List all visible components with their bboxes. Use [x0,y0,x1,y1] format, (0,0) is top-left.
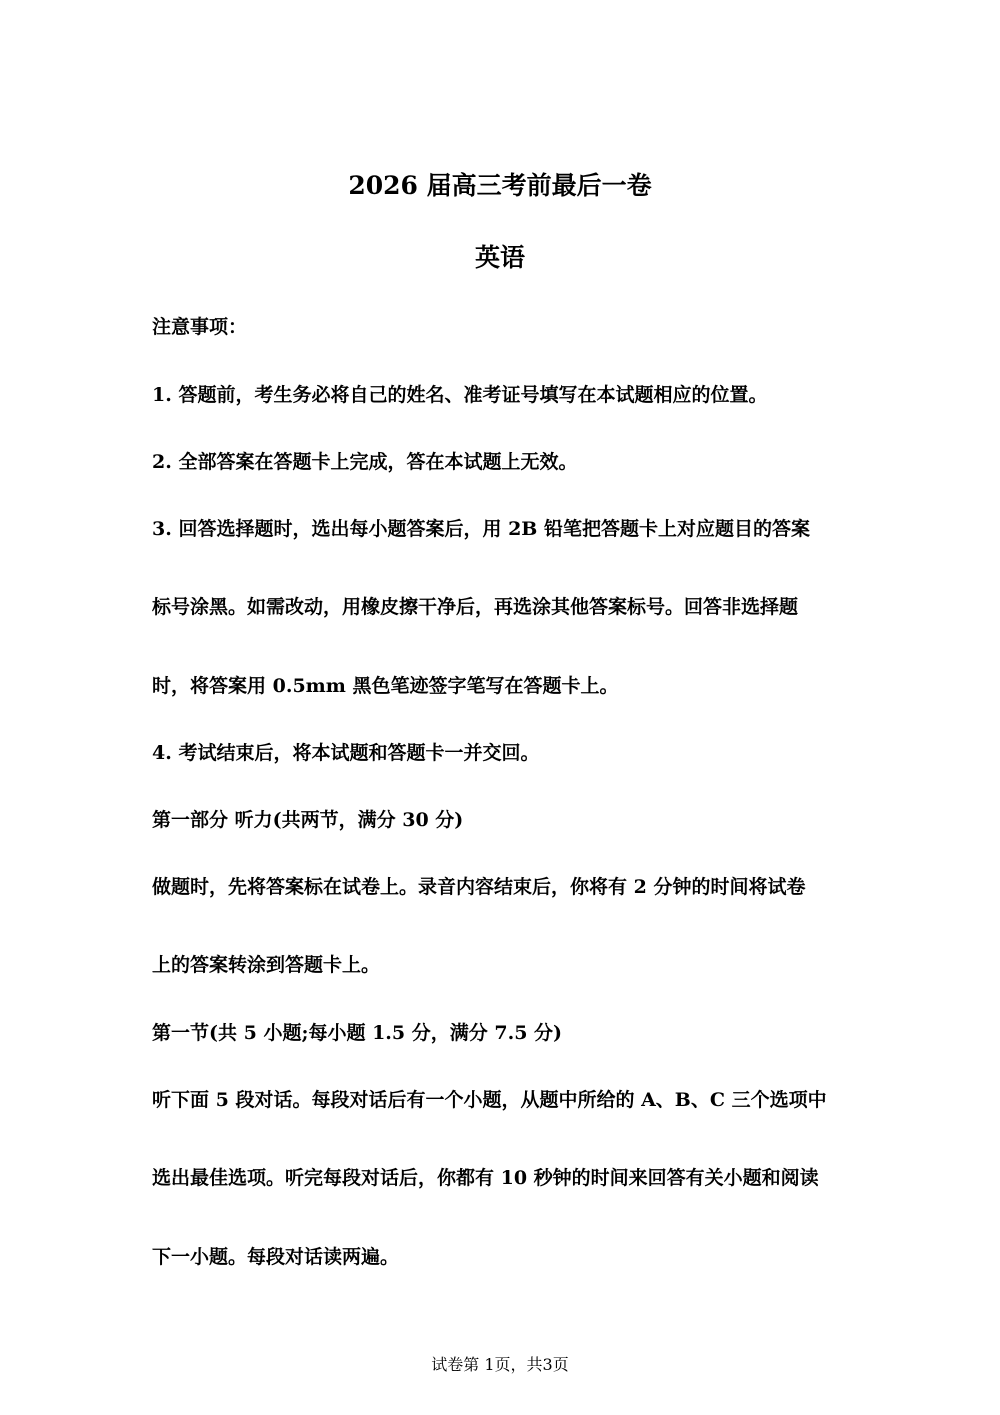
part1-heading: 第一部分 听力(共两节，满分 30 分) [152,809,464,831]
part1-instruction-line-2: 上的答案转涂到答题卡上。 [152,954,381,976]
notice-item-4: 4. 考试结束后，将本试题和答题卡一并交回。 [152,742,540,764]
page-number-footer: 试卷第 1页，共3页 [431,1355,569,1374]
notice-item-3-line-1: 3. 回答选择题时，选出每小题答案后，用 2B 铅笔把答题卡上对应题目的答案 [152,518,810,540]
notice-item-1: 1. 答题前，考生务必将自己的姓名、准考证号填写在本试题相应的位置。 [152,384,768,406]
part1-instruction-line-1: 做题时，先将答案标在试卷上。录音内容结束后，你将有 2 分钟的时间将试卷 [152,876,806,898]
notice-item-3-line-3: 时，将答案用 0.5mm 黑色笔迹签字笔写在答题卡上。 [152,675,619,697]
notice-heading: 注意事项： [152,316,248,338]
notice-item-2: 2. 全部答案在答题卡上完成，答在本试题上无效。 [152,451,578,473]
section1-instruction-line-2: 选出最佳选项。听完每段对话后，你都有 10 秒钟的时间来回答有关小题和阅读 [152,1167,819,1189]
subject-title: 英语 [474,243,525,272]
section1-instruction-line-3: 下一小题。每段对话读两遍。 [152,1246,400,1268]
notice-item-3-line-2: 标号涂黑。如需改动，用橡皮擦干净后，再选涂其他答案标号。回答非选择题 [152,596,799,618]
section1-instruction-line-1: 听下面 5 段对话。每段对话后有一个小题，从题中所给的 A、B、C 三个选项中 [152,1089,827,1111]
section1-heading: 第一节(共 5 小题;每小题 1.5 分，满分 7.5 分) [152,1022,563,1044]
exam-title: 2026 届高三考前最后一卷 [348,171,652,200]
